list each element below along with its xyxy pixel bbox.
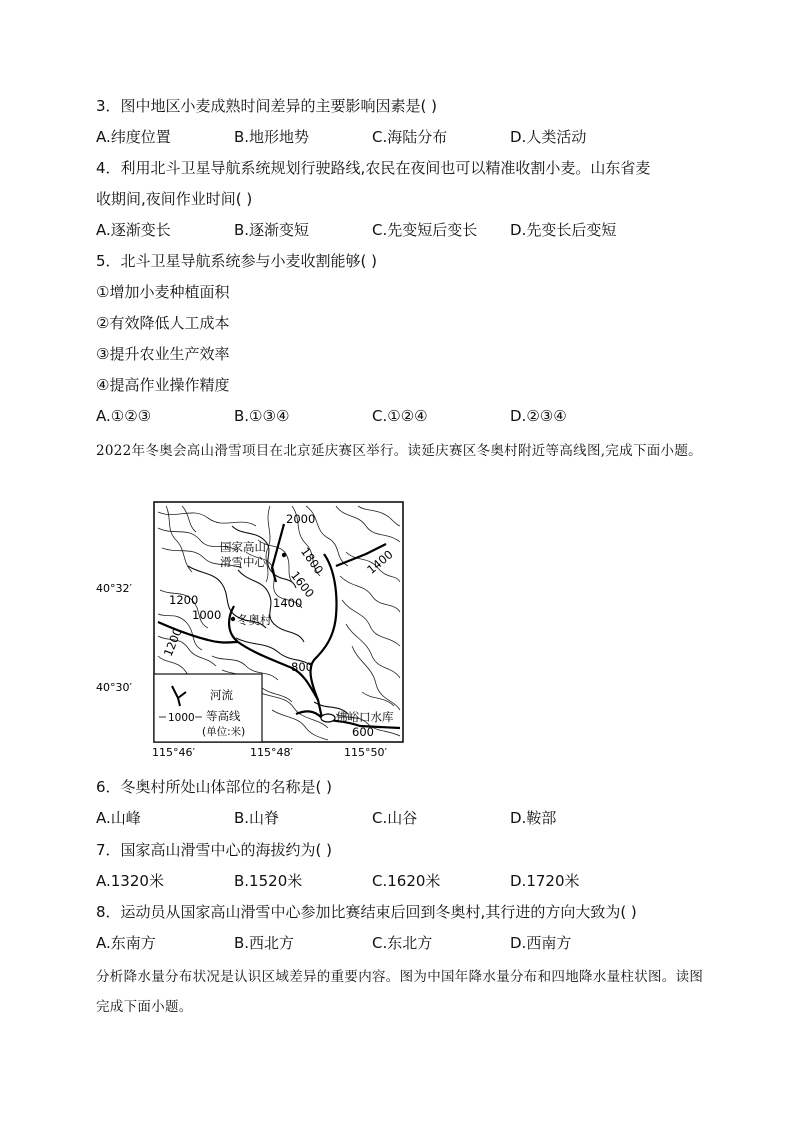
q6-option-d[interactable]: D.鞍部 [510,809,557,827]
place-label-ski-2: 滑雪中心 [220,555,266,569]
q4-option-b[interactable]: B.逐渐变短 [234,221,310,239]
q5-statement-3: ③提升农业生产效率 [96,345,230,363]
q5-statement-1: ①增加小麦种植面积 [96,283,230,301]
q8-option-d[interactable]: D.西南方 [510,934,572,952]
q5-option-d[interactable]: D.②③④ [510,407,567,425]
contour-label-800: 800 [291,660,313,674]
q3-stem: 3．图中地区小麦成熟时间差异的主要影响因素是( ) [96,97,438,115]
q7-stem: 7．国家高山滑雪中心的海拔约为( ) [96,841,333,859]
contour-label-1400: 1400 [273,596,303,610]
olympic-village-marker [231,617,235,621]
q5-statement-2: ②有效降低人工成本 [96,314,230,332]
passage-winter-olympics: 2022年冬奥会高山滑雪项目在北京延庆赛区举行。读延庆赛区冬奥村附近等高线图,完成下面小题。 [96,443,702,459]
q6-option-c[interactable]: C.山谷 [372,809,418,827]
q3-option-c[interactable]: C.海陆分布 [372,128,448,146]
ski-center-marker [282,553,286,557]
contour-label-1200-west: 1200 [160,626,185,659]
q4-option-d[interactable]: D.先变长后变短 [510,221,617,239]
q3-options [96,127,696,147]
contour-label-1200: 1200 [169,593,199,607]
reservoir-shape [321,714,335,722]
q6-option-a[interactable]: A.山峰 [96,809,141,827]
q4-option-c[interactable]: C.先变短后变长 [372,221,478,239]
contour-map [96,496,416,758]
q4-stem-line1: 4．利用北斗卫星导航系统规划行驶路线,农民在夜间也可以精准收割小麦。山东省麦 [96,159,651,177]
lon-label-115-50: 115°50′ [344,746,387,758]
q5-options [96,406,696,426]
q8-option-b[interactable]: B.西北方 [234,934,295,952]
legend-contour-value: 1000 [168,712,195,724]
q3-option-b[interactable]: B.地形地势 [234,128,310,146]
q5-statement-4: ④提高作业操作精度 [96,376,230,394]
q4-option-a[interactable]: A.逐渐变长 [96,221,171,239]
map-legend [154,674,262,742]
legend-contour-label: 等高线 [206,709,241,723]
lat-label-40-32: 40°32′ [96,582,132,595]
place-label-reservoir: 佛峪口水库 [336,710,394,724]
lon-label-115-48: 115°48′ [250,746,293,758]
contour-label-600: 600 [352,725,374,739]
q8-option-a[interactable]: A.东南方 [96,934,156,952]
lon-label-115-46: 115°46′ [152,746,195,758]
q5-stem: 5．北斗卫星导航系统参与小麦收割能够( ) [96,252,378,270]
q3-option-d[interactable]: D.人类活动 [510,128,587,146]
q8-option-c[interactable]: C.东北方 [372,934,433,952]
q7-option-d[interactable]: D.1720米 [510,872,580,890]
legend-river-label: 河流 [210,688,233,702]
q6-stem: 6．冬奥村所处山体部位的名称是( ) [96,778,333,796]
q7-options [96,871,696,891]
place-label-village: 冬奥村 [237,613,272,627]
passage-precipitation: 分析降水量分布状况是认识区域差异的重要内容。图为中国年降水量分布和四地降水量柱状图。读图完成下面小题。 [96,969,704,1015]
lat-label-40-30: 40°30′ [96,681,132,694]
q4-stem-line2: 收期间,夜间作业时间( ) [96,190,253,208]
contour-label-1400-east: 1400 [364,547,396,577]
legend-unit-label: (单位:米) [202,726,246,738]
contour-label-1000: 1000 [192,608,222,622]
q5-option-a[interactable]: A.①②③ [96,407,152,425]
contour-label-1800: 1800 [297,544,327,577]
contour-label-2000: 2000 [286,512,316,526]
q7-option-c[interactable]: C.1620米 [372,872,441,890]
q3-option-a[interactable]: A.纬度位置 [96,128,171,146]
contour-label-1600: 1600 [288,568,318,601]
q5-option-b[interactable]: B.①③④ [234,407,290,425]
q6-options [96,808,696,828]
place-label-ski-1: 国家高山 [220,540,266,554]
q5-option-c[interactable]: C.①②④ [372,407,428,425]
q6-option-b[interactable]: B.山脊 [234,809,280,827]
q8-stem: 8．运动员从国家高山滑雪中心参加比赛结束后回到冬奥村,其行进的方向大致为( ) [96,903,637,921]
q4-options [96,220,696,240]
q7-option-b[interactable]: B.1520米 [234,872,303,890]
q8-options [96,933,696,953]
q7-option-a[interactable]: A.1320米 [96,872,164,890]
